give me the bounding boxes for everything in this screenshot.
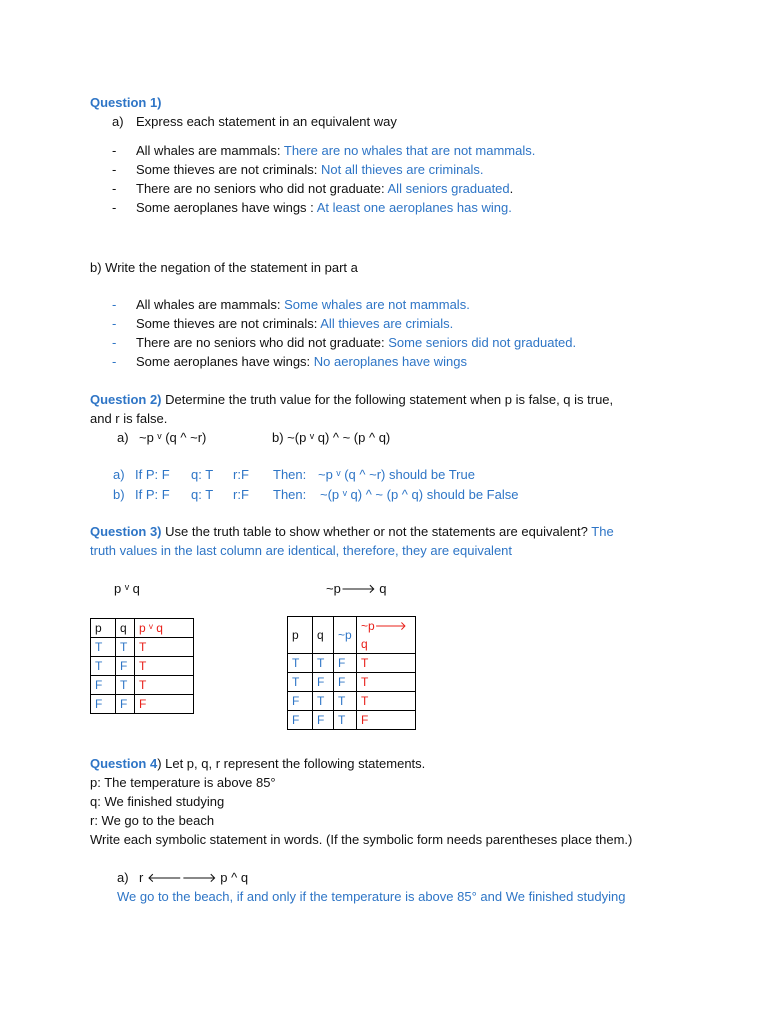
q4-statement-p: p: The temperature is above 85° [90,775,276,790]
table-row [91,657,194,676]
q4-a-answer: We go to the beach, if and only if the temperature is above 85° and We finished studying [117,889,626,904]
cell: F [334,654,357,673]
table-row [288,711,416,730]
q4-instruction: Write each symbolic statement in words. (If the symbolic form needs parentheses place them.) [90,832,633,847]
q1a-tail: . [509,181,514,196]
q1b-answer: Some seniors did not graduated. [388,335,577,350]
q1b-stmt: Some thieves are not criminals: [136,316,318,331]
q1a-answer: Not all thieves are criminals. [320,162,484,177]
cell: T [313,654,334,673]
q1a-item-2 [136,162,484,178]
q1a-item-4 [136,200,512,216]
q2-heading: Question 2) [90,392,162,407]
q1a-stmt: Some thieves are not criminals: [136,162,318,177]
q2-answer-b-r: r:F [233,487,249,502]
header-cell: p ᵛ q [135,619,194,638]
table-row [288,692,416,711]
cell: T [313,692,334,711]
cell: F [313,711,334,730]
q4-heading-line [90,756,425,772]
q1-part-b-prompt: b) Write the negation of the statement in part a [90,260,358,275]
table-header-row [288,617,416,654]
q1b-answer: Some whales are not mammals. [284,297,470,312]
q1a-item-1 [136,143,535,159]
q1b-dash-2: - [112,316,117,331]
cell: T [334,711,357,730]
q2-expr-a: ~p ᵛ (q ^ ~r) [139,430,207,445]
q1b-stmt: All whales are mammals: [136,297,281,312]
cell: T [116,676,135,695]
q1b-item-2 [136,316,453,332]
header-cell: q [116,619,135,638]
q2-prompt-line1 [90,392,613,408]
cell: F [135,695,194,714]
q1b-item-4 [136,354,467,370]
q1a-answer: At least one aeroplanes has wing. [316,200,512,215]
q1-part-a-marker: a) [112,114,124,129]
table-row [91,638,194,657]
q3-label-or: p ᵛ q [114,581,140,596]
cell: T [91,638,116,657]
header-cell: ~p🡒 q [357,617,416,654]
q1b-answer: No aeroplanes have wings [313,354,468,369]
cell: T [116,638,135,657]
table-row [288,654,416,673]
q2-answer-a-then: Then: [273,467,307,482]
header-cell: ~p [334,617,357,654]
q3-prompt-line [90,524,614,540]
cell: T [334,692,357,711]
q2-prompt-text: Determine the truth value for the following statement when p is false, q is true, [165,392,614,407]
cell: F [313,673,334,692]
q1a-stmt: Some aeroplanes have wings : [136,200,314,215]
q1b-item-1 [136,297,470,313]
header-cell: q [313,617,334,654]
cell: T [91,657,116,676]
table-row [91,695,194,714]
q1a-answer: All seniors graduated [387,181,510,196]
q1-heading: Question 1) [90,95,162,110]
cell: F [288,692,313,711]
q2-answer-a-result: ~p ᵛ (q ^ ~r) should be True [318,467,475,482]
q1a-stmt: All whales are mammals: [136,143,281,158]
q3-answer-line2: truth values in the last column are identical, therefore, they are equivalent [90,543,513,558]
q1a-dash-2: - [112,162,117,177]
table-row [288,673,416,692]
q1b-dash-1: - [112,297,117,312]
q1a-dash-4: - [112,200,117,215]
q4-heading-tail: ) Let p, q, r represent the following statements. [157,756,426,771]
cell: T [357,692,416,711]
q1a-dash-1: - [112,143,117,158]
cell: T [357,673,416,692]
q2-answer-b-p: If P: F [135,487,170,502]
q1-part-a-prompt: Express each statement in an equivalent way [136,114,397,129]
q2-answer-b-q: q: T [191,487,214,502]
q2-answer-a-r: r:F [233,467,249,482]
cell: F [116,657,135,676]
q2-answer-a-q: q: T [191,467,214,482]
q1a-item-3 [136,181,513,197]
q1b-item-3 [136,335,576,351]
q4-statement-r: r: We go to the beach [90,813,215,828]
cell: T [135,676,194,695]
q1b-dash-3: - [112,335,117,350]
q4-a-expression: r 🡐🡒 p ^ q [139,870,249,885]
header-cell: p [91,619,116,638]
truth-table-implication [287,616,416,730]
q3-label-implication: ~p🡒 q [326,581,387,596]
q3-answer-start: The [591,524,614,539]
cell: T [357,654,416,673]
header-cell: p [288,617,313,654]
q2-answer-b-result: ~(p ᵛ q) ^ ~ (p ^ q) should be False [320,487,519,502]
q1b-stmt: There are no seniors who did not graduate: [136,335,385,350]
cell: T [135,657,194,676]
q4-a-marker: a) [117,870,129,885]
q1b-dash-4: - [112,354,117,369]
q1a-answer: There are no whales that are not mammals. [283,143,536,158]
cell: F [116,695,135,714]
q1b-answer: All thieves are crimials. [320,316,454,331]
table-header-row [91,619,194,638]
q2-answer-a-p: If P: F [135,467,170,482]
cell: F [288,711,313,730]
q2-prompt-line2: and r is false. [90,411,168,426]
q4-statement-q: q: We finished studying [90,794,225,809]
q4-heading: Question 4 [90,756,158,771]
cell: F [334,673,357,692]
cell: F [91,676,116,695]
q1b-stmt: Some aeroplanes have wings: [136,354,311,369]
q2-answer-b-then: Then: [273,487,307,502]
cell: T [288,673,313,692]
q1a-dash-3: - [112,181,117,196]
q2-answer-b-marker: b) [113,487,125,502]
q3-heading: Question 3) [90,524,162,539]
q1a-stmt: There are no seniors who did not graduate: [136,181,385,196]
cell: F [91,695,116,714]
q2-expr-b: b) ~(p ᵛ q) ^ ~ (p ^ q) [272,430,391,445]
table-row [91,676,194,695]
cell: F [357,711,416,730]
q2-answer-a-marker: a) [113,467,125,482]
q2-expr-a-marker: a) [117,430,129,445]
cell: T [135,638,194,657]
truth-table-or [90,618,194,714]
cell: T [288,654,313,673]
q3-prompt: Use the truth table to show whether or not the statements are equivalent? [165,524,588,539]
